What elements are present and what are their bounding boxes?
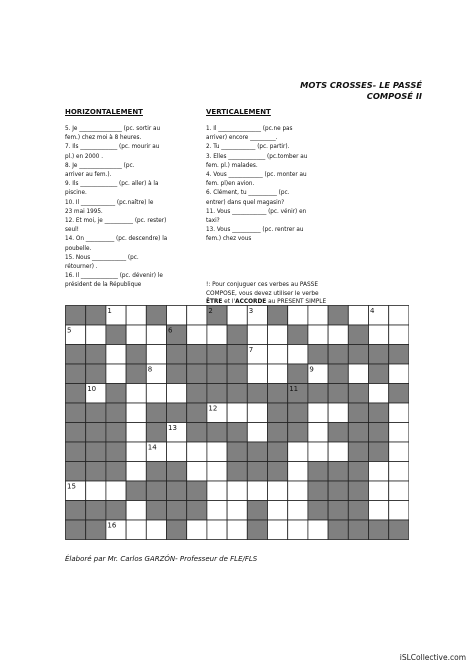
grid-cell-blocked xyxy=(86,403,106,423)
site-footer: iSLCollective.com xyxy=(399,653,466,662)
grid-cell-open[interactable] xyxy=(328,403,348,423)
grid-cell-blocked xyxy=(308,384,328,404)
grid-cell-open[interactable] xyxy=(268,345,288,365)
grid-cell-blocked xyxy=(86,423,106,443)
grid-cell-blocked xyxy=(167,520,187,540)
clue-number: 8 xyxy=(147,365,153,374)
grid-cell-blocked xyxy=(389,520,409,540)
grid-cell-open[interactable] xyxy=(126,423,146,443)
grid-cell-open[interactable] xyxy=(146,345,166,365)
grid-cell-blocked xyxy=(106,325,126,345)
vertical-clue-line: 11. Vous ____________ (pc. vénir) en xyxy=(206,208,307,215)
grid-cell-open[interactable] xyxy=(167,442,187,462)
grid-cell-open[interactable] xyxy=(288,520,308,540)
vertical-clue-line: arriver) encore _________. xyxy=(206,135,278,142)
grid-cell-blocked xyxy=(187,364,207,384)
grid-cell-blocked xyxy=(86,364,106,384)
grid-cell-blocked xyxy=(167,462,187,482)
grid-cell-open[interactable] xyxy=(308,403,328,423)
grid-cell-blocked xyxy=(328,345,348,365)
grid-cell-blocked xyxy=(106,462,126,482)
clue-number: 9 xyxy=(309,365,314,374)
grid-cell-blocked xyxy=(308,481,328,501)
grid-cell-blocked xyxy=(66,462,86,482)
horizontal-clue-line: 16. Il _____________ (pc. dévenir) le xyxy=(65,273,163,280)
grid-cell-blocked xyxy=(328,423,348,443)
grid-cell-blocked xyxy=(247,520,267,540)
grid-cell-open[interactable] xyxy=(288,306,308,326)
grid-cell-open[interactable] xyxy=(146,325,166,345)
vertical-clue-line: 4. Vous ____________ (pc. monter au xyxy=(206,172,307,179)
horizontal-clue-line: président de la République xyxy=(65,282,142,289)
grid-cell-blocked xyxy=(66,501,86,521)
grid-cell-blocked xyxy=(146,403,166,423)
grid-cell-open[interactable] xyxy=(227,520,247,540)
grid-cell-blocked xyxy=(187,403,207,423)
grid-cell-blocked xyxy=(187,423,207,443)
grid-cell-blocked xyxy=(167,481,187,501)
grid-cell-open[interactable] xyxy=(106,364,126,384)
horizontal-clue-line: rétourner) . xyxy=(65,264,98,271)
grid-cell-open[interactable] xyxy=(389,481,409,501)
grid-cell-blocked xyxy=(66,403,86,423)
grid-cell-blocked xyxy=(348,462,368,482)
grid-cell-blocked xyxy=(187,345,207,365)
grid-cell-blocked xyxy=(369,403,389,423)
grid-cell-blocked xyxy=(328,364,348,384)
grid-cell-blocked xyxy=(207,384,227,404)
grid-cell-blocked xyxy=(348,403,368,423)
grid-cell-open[interactable] xyxy=(308,442,328,462)
grid-cell-blocked xyxy=(328,481,348,501)
grid-cell-blocked xyxy=(348,325,368,345)
grid-cell-open[interactable] xyxy=(389,364,409,384)
grid-cell-open[interactable] xyxy=(126,520,146,540)
grid-cell-open[interactable] xyxy=(328,442,348,462)
grid-cell-blocked xyxy=(167,364,187,384)
grid-cell-blocked xyxy=(308,501,328,521)
grid-cell-open[interactable] xyxy=(106,345,126,365)
grid-cell-blocked xyxy=(106,423,126,443)
grid-cell-open[interactable] xyxy=(227,403,247,423)
grid-cell-open[interactable] xyxy=(126,403,146,423)
grid-cell-blocked xyxy=(227,442,247,462)
grid-cell-open[interactable] xyxy=(146,384,166,404)
grid-cell-open[interactable] xyxy=(146,520,166,540)
grid-cell-blocked xyxy=(308,462,328,482)
horizontal-clue-line: 10. Il ____________ (pc.naître) le xyxy=(65,199,154,206)
clue-number: 15 xyxy=(67,482,76,491)
grid-cell-open[interactable] xyxy=(167,306,187,326)
horizontal-clue-line: pl.) en 2000 . xyxy=(65,153,104,160)
note-mid: et l' xyxy=(222,299,236,306)
horizontal-clue-line: 23 mai 1995. xyxy=(65,208,103,215)
grid-cell-blocked xyxy=(268,442,288,462)
grid-cell-blocked xyxy=(227,345,247,365)
grid-cell-blocked xyxy=(308,345,328,365)
horizontal-clue-line: poubelle. xyxy=(65,245,92,252)
grid-cell-open[interactable] xyxy=(126,384,146,404)
grid-cell-open[interactable] xyxy=(288,462,308,482)
vertical-clues xyxy=(206,125,356,245)
grid-cell-open[interactable] xyxy=(247,403,267,423)
grid-cell-open[interactable] xyxy=(389,501,409,521)
vertical-clue-line: fem. pl)en avion. xyxy=(206,181,255,188)
grid-cell-open[interactable] xyxy=(389,325,409,345)
grid-cell-open[interactable] xyxy=(247,325,267,345)
grid-cell-blocked xyxy=(369,442,389,462)
grid-cell-blocked xyxy=(106,442,126,462)
grid-cell-blocked xyxy=(369,520,389,540)
grid-cell-blocked xyxy=(369,364,389,384)
grid-cell-blocked xyxy=(66,442,86,462)
grid-cell-blocked xyxy=(126,345,146,365)
grid-cell-open[interactable] xyxy=(126,501,146,521)
grid-cell-open[interactable] xyxy=(187,442,207,462)
grid-cell-open[interactable] xyxy=(207,520,227,540)
grid-cell-blocked xyxy=(207,345,227,365)
grid-cell-open[interactable] xyxy=(207,325,227,345)
grid-cell-blocked xyxy=(389,384,409,404)
clue-number: 11 xyxy=(289,385,299,393)
grid-cell-open[interactable] xyxy=(126,462,146,482)
grid-cell-open[interactable] xyxy=(227,481,247,501)
grid-cell-open[interactable] xyxy=(247,364,267,384)
grid-cell-open[interactable] xyxy=(288,501,308,521)
title-line-1: MOTS CROSSES- LE PASSÉ xyxy=(300,80,422,90)
grid-cell-blocked xyxy=(66,423,86,443)
vertical-clue-line: 1. Il _______________ (pc.ne pas xyxy=(206,126,293,132)
vertical-clue-line: fem.) chez vous xyxy=(206,236,252,243)
grid-cell-open[interactable] xyxy=(126,442,146,462)
horizontal-clue-line: 8. Je _______________ (pc. xyxy=(65,162,135,169)
crossword-grid xyxy=(65,305,409,541)
grid-cell-open[interactable] xyxy=(308,423,328,443)
grid-cell-open[interactable] xyxy=(86,325,106,345)
grid-cell-blocked xyxy=(328,520,348,540)
horizontal-clue-line: arriver au fem.). xyxy=(65,172,112,179)
grid-cell-blocked xyxy=(348,501,368,521)
grid-cell-open[interactable] xyxy=(207,442,227,462)
grid-cell-blocked xyxy=(247,501,267,521)
grid-cell-open[interactable] xyxy=(369,462,389,482)
clue-number: 4 xyxy=(370,307,375,315)
grid-cell-blocked xyxy=(146,481,166,501)
note-bold-etre: ÊTRE xyxy=(206,299,223,306)
grid-cell-blocked xyxy=(389,345,409,365)
grid-cell-blocked xyxy=(86,442,106,462)
grid-cell-blocked xyxy=(167,501,187,521)
grid-cell-open[interactable] xyxy=(207,462,227,482)
grid-cell-blocked xyxy=(268,384,288,404)
clue-number: 3 xyxy=(248,307,254,315)
grid-cell-blocked xyxy=(268,403,288,423)
grid-cell-open[interactable] xyxy=(126,306,146,326)
grid-cell-open[interactable] xyxy=(369,384,389,404)
grid-cell-open[interactable] xyxy=(268,325,288,345)
grid-cell-blocked xyxy=(348,423,368,443)
grid-cell-open[interactable] xyxy=(187,306,207,326)
note-tail: au PRESENT SIMPLE xyxy=(266,299,327,306)
grid-cell-blocked xyxy=(348,481,368,501)
grid-cell-blocked xyxy=(187,501,207,521)
clue-number: 6 xyxy=(168,326,173,335)
grid-cell-open[interactable] xyxy=(389,442,409,462)
grid-cell-blocked xyxy=(247,384,267,404)
grid-cell-blocked xyxy=(146,462,166,482)
grid-cell-blocked xyxy=(106,384,126,404)
grid-cell-open[interactable] xyxy=(369,501,389,521)
title-line-2: COMPOSÉ II xyxy=(366,91,422,101)
grid-cell-blocked xyxy=(328,462,348,482)
grid-cell-blocked xyxy=(247,462,267,482)
horizontal-clues xyxy=(65,125,207,291)
grid-cell-blocked xyxy=(66,384,86,404)
clue-number: 7 xyxy=(248,346,254,354)
grid-cell-open[interactable] xyxy=(247,423,267,443)
grid-cell-blocked xyxy=(167,403,187,423)
grid-cell-open[interactable] xyxy=(389,306,409,326)
horizontal-clue-line: 7. Ils _____________ (pc. mourir au xyxy=(65,144,160,151)
grid-cell-blocked xyxy=(86,462,106,482)
grid-cell-open[interactable] xyxy=(187,325,207,345)
vertical-clue-line: 13. Vous __________ (pc. rentrer au xyxy=(206,227,304,234)
grid-cell-open[interactable] xyxy=(227,501,247,521)
horizontal-heading: HORIZONTALEMENT xyxy=(65,108,143,116)
clue-number: 1 xyxy=(107,307,112,315)
note-line-2: COMPOSE, vous devez utiliser le verbe xyxy=(206,290,319,297)
clue-number: 12 xyxy=(208,404,218,413)
grid-cell-blocked xyxy=(227,384,247,404)
author-credit: Élaboré par Mr. Carlos GARZÓN- Professeur de FLE/FLS xyxy=(65,555,258,563)
clue-number: 14 xyxy=(147,443,157,452)
grid-cell-blocked xyxy=(106,403,126,423)
grid-cell-open[interactable] xyxy=(86,481,106,501)
grid-cell-open[interactable] xyxy=(389,462,409,482)
vertical-clue-line: taxi? xyxy=(206,218,220,225)
clue-number: 10 xyxy=(87,385,97,393)
vertical-clue-line: 3. Elles _____________ (pc.tomber au xyxy=(206,153,308,160)
grid-cell-blocked xyxy=(86,501,106,521)
grid-cell-open[interactable] xyxy=(187,520,207,540)
grid-cell-blocked xyxy=(288,325,308,345)
horizontal-clue-line: 9. Ils _____________ (pc. aller) à la xyxy=(65,181,159,188)
clue-number: 16 xyxy=(107,521,117,530)
grid-cell-open[interactable] xyxy=(308,520,328,540)
grid-cell-blocked xyxy=(328,306,348,326)
grid-cell-blocked xyxy=(247,442,267,462)
grid-cell-blocked xyxy=(146,501,166,521)
grid-cell-open[interactable] xyxy=(167,384,187,404)
note-line-1: !: Pour conjuguer ces verbes au PASSE xyxy=(206,282,318,288)
clue-number: 2 xyxy=(208,307,213,315)
grid-cell-open[interactable] xyxy=(348,364,368,384)
grid-cell-open[interactable] xyxy=(126,325,146,345)
grid-cell-open[interactable] xyxy=(207,481,227,501)
grid-cell-blocked xyxy=(348,345,368,365)
grid-cell-blocked xyxy=(227,462,247,482)
grid-cell-blocked xyxy=(288,364,308,384)
grid-cell-open[interactable] xyxy=(227,306,247,326)
horizontal-clue-line: 12. Et moi, je __________ (pc. rester) xyxy=(65,218,167,225)
grid-cell-blocked xyxy=(86,520,106,540)
grid-cell-blocked xyxy=(207,364,227,384)
grid-cell-blocked xyxy=(126,364,146,384)
grid-cell-blocked xyxy=(146,423,166,443)
grid-cell-blocked xyxy=(288,423,308,443)
grid-cell-blocked xyxy=(106,501,126,521)
grid-cell-blocked xyxy=(146,306,166,326)
grid-cell-blocked xyxy=(369,423,389,443)
grid-cell-blocked xyxy=(288,403,308,423)
grid-cell-open[interactable] xyxy=(308,325,328,345)
grid-cell-open[interactable] xyxy=(328,325,348,345)
grid-cell-open[interactable] xyxy=(106,481,126,501)
grid-cell-blocked xyxy=(348,384,368,404)
grid-cell-open[interactable] xyxy=(187,462,207,482)
grid-cell-blocked xyxy=(227,325,247,345)
clue-number: 13 xyxy=(168,424,177,432)
grid-cell-open[interactable] xyxy=(369,325,389,345)
grid-cell-open[interactable] xyxy=(288,481,308,501)
grid-cell-open[interactable] xyxy=(268,364,288,384)
vertical-clue-line: 2. Tu ____________ (pc. partir). xyxy=(206,144,290,151)
grid-cell-open[interactable] xyxy=(288,442,308,462)
grid-cell-blocked xyxy=(348,442,368,462)
grid-cell-blocked xyxy=(268,306,288,326)
grid-cell-blocked xyxy=(268,462,288,482)
grid-cell-blocked xyxy=(328,384,348,404)
horizontal-clue-line: 14. On __________ (pc. descendre) la xyxy=(65,236,168,243)
grid-cell-blocked xyxy=(66,345,86,365)
grid-cell-blocked xyxy=(268,423,288,443)
vertical-heading: VERTICALEMENT xyxy=(206,108,271,116)
grid-cell-blocked xyxy=(66,306,86,326)
grid-cell-open[interactable] xyxy=(348,306,368,326)
grid-cell-open[interactable] xyxy=(268,481,288,501)
grid-cell-open[interactable] xyxy=(268,501,288,521)
grid-cell-blocked xyxy=(227,423,247,443)
grid-cell-blocked xyxy=(167,345,187,365)
horizontal-clue-line: seul! xyxy=(65,227,79,234)
clue-number: 5 xyxy=(67,326,72,335)
grid-cell-blocked xyxy=(86,345,106,365)
horizontal-clue-line: 15. Nous ____________ (pc. xyxy=(65,254,139,261)
grid-cell-blocked xyxy=(66,364,86,384)
grammar-note xyxy=(206,281,401,307)
horizontal-clue-line: fem.) chez moi à 8 heures. xyxy=(65,135,142,142)
vertical-clue-line: fem. pl.) malades. xyxy=(206,162,258,169)
grid-cell-blocked xyxy=(227,364,247,384)
grid-cell-open[interactable] xyxy=(389,403,409,423)
grid-cell-open[interactable] xyxy=(369,481,389,501)
worksheet-title xyxy=(262,80,422,102)
note-bold-accorde: ACCORDE xyxy=(235,299,267,306)
grid-cell-blocked xyxy=(66,520,86,540)
grid-cell-blocked xyxy=(187,481,207,501)
grid-cell-blocked xyxy=(126,481,146,501)
grid-cell-open[interactable] xyxy=(207,501,227,521)
grid-cell-open[interactable] xyxy=(247,481,267,501)
grid-cell-open[interactable] xyxy=(389,423,409,443)
horizontal-clue-line: piscine. xyxy=(65,190,87,197)
grid-cell-open[interactable] xyxy=(308,306,328,326)
grid-cell-blocked xyxy=(369,345,389,365)
horizontal-clue-line: 5. Je _______________ (pc. sortir au xyxy=(65,126,161,132)
vertical-clue-line: 6. Clément, tu __________ (pc. xyxy=(206,190,290,197)
grid-cell-blocked xyxy=(86,306,106,326)
grid-cell-open[interactable] xyxy=(288,345,308,365)
grid-cell-blocked xyxy=(348,520,368,540)
grid-cell-blocked xyxy=(207,423,227,443)
grid-cell-blocked xyxy=(187,384,207,404)
grid-cell-open[interactable] xyxy=(268,520,288,540)
vertical-clue-line: entrer) dans quel magasin? xyxy=(206,199,285,206)
grid-cell-blocked xyxy=(328,501,348,521)
